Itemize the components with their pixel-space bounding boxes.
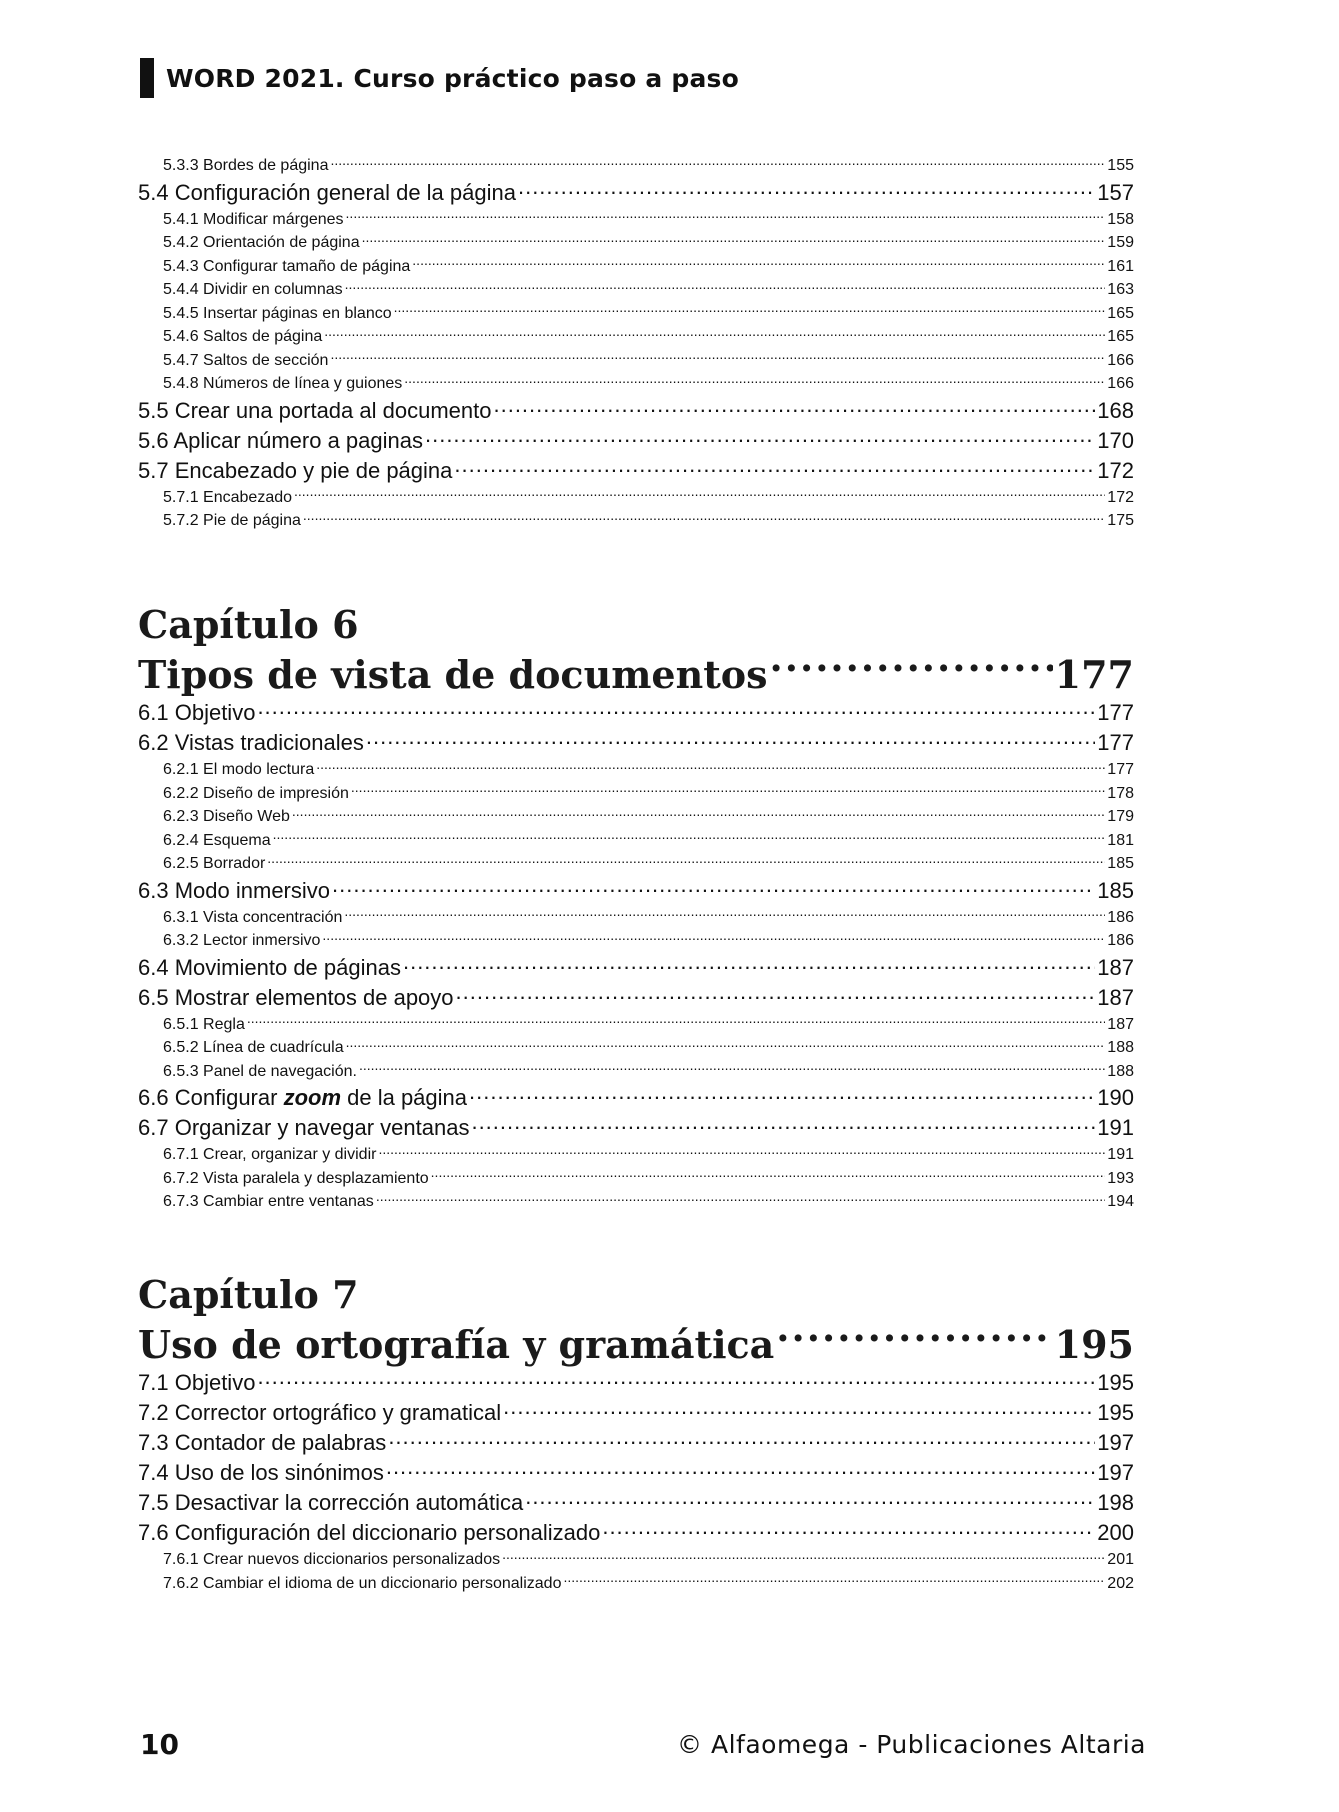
toc-entry-number: 5.5 (138, 397, 169, 423)
toc-entry[interactable] (138, 372, 1134, 396)
toc-entry-page: 158 (1107, 210, 1134, 228)
toc-entry-page: 177 (1097, 730, 1134, 755)
toc-entry-text: Orientación de página (203, 234, 360, 251)
leader-dots (388, 1428, 1095, 1450)
leader-dots (257, 1368, 1095, 1390)
toc-entry[interactable] (138, 486, 1134, 510)
toc-entry-page: 165 (1107, 304, 1134, 322)
toc-entry-text: Configurar (174, 1085, 278, 1110)
toc-entry-page: 165 (1107, 328, 1134, 345)
toc-entry[interactable] (138, 1113, 1134, 1143)
leader-dots (346, 1036, 1106, 1052)
toc-entry-text: Diseño de impresión (203, 784, 349, 802)
toc-entry[interactable] (138, 929, 1134, 953)
toc-entry-text: Panel de navegación. (203, 1062, 357, 1080)
toc-entry-text: Números de línea y guiones (203, 375, 403, 392)
toc-entry[interactable] (138, 728, 1134, 758)
toc-entry[interactable] (138, 1190, 1134, 1214)
toc-entry-number: 6.2.5 (163, 855, 199, 872)
toc-entry[interactable] (138, 1143, 1134, 1167)
toc-entry-text: Borrador (203, 855, 266, 872)
chapter7-title: Uso de ortografía y gramática (138, 1322, 775, 1367)
leader-dots (362, 231, 1106, 247)
toc-entry[interactable] (138, 154, 1134, 178)
toc-entry-page: 161 (1107, 257, 1134, 275)
toc-entry-number: 6.2.3 (163, 808, 199, 825)
toc-entry-page: 179 (1107, 808, 1134, 825)
leader-dots (776, 1320, 1052, 1358)
toc-entry[interactable] (138, 1458, 1134, 1488)
toc-entry-title (138, 1428, 388, 1458)
chapter7-page: 195 (1054, 1322, 1134, 1367)
toc-entry-number: 7.2 (138, 1400, 169, 1425)
toc-entry-title (163, 1143, 378, 1167)
toc-entry-title (138, 876, 332, 906)
toc-entry-number: 6.1 (138, 700, 169, 725)
leader-dots (257, 698, 1095, 720)
leader-dots (456, 983, 1096, 1005)
toc-entry-text: Diseño Web (203, 808, 290, 825)
leader-dots (503, 1398, 1095, 1420)
toc-entry-page: 177 (1097, 700, 1134, 725)
leader-dots (344, 906, 1105, 922)
toc-entry-number: 6.2.1 (163, 761, 199, 778)
toc-entry-title (138, 456, 454, 486)
toc-entry-page: 187 (1097, 984, 1134, 1010)
toc-entry-text: Modificar márgenes (203, 210, 344, 228)
toc-entry-title (163, 1167, 431, 1191)
toc-entry-title (163, 929, 322, 953)
toc-entry-text: Corrector ortográfico y gramatical (174, 1400, 502, 1425)
toc-entry[interactable] (138, 829, 1134, 853)
leader-dots (412, 255, 1105, 271)
toc-entry-text: Objetivo (174, 700, 256, 725)
toc-entry[interactable] (138, 698, 1134, 728)
header-bar-mark (140, 58, 154, 98)
toc-entry-text: Vista paralela y desplazamiento (203, 1169, 429, 1187)
toc-entry[interactable] (138, 396, 1134, 426)
toc-entry-page: 197 (1097, 1430, 1134, 1455)
toc-entry-number: 5.6 (138, 427, 169, 453)
page-number: 10 (140, 1728, 179, 1761)
leader-dots (602, 1518, 1095, 1540)
toc-entry-title (163, 782, 351, 806)
toc-entry-number: 7.5 (138, 1490, 169, 1515)
toc-entry-text: Vistas tradicionales (174, 730, 364, 755)
toc-entry-page: 172 (1107, 488, 1134, 506)
toc-entry-number: 6.7.1 (163, 1146, 199, 1163)
running-header (140, 58, 739, 98)
toc-entry-title (163, 852, 267, 876)
toc-entry-title (163, 255, 412, 279)
toc-entry-title (138, 1518, 602, 1548)
toc-entry-text: El modo lectura (203, 761, 315, 778)
toc-entry-number: 6.3 (138, 877, 169, 903)
toc-entry-page: 191 (1107, 1146, 1134, 1163)
toc-section-chapter5 (138, 154, 1134, 533)
leader-dots (431, 1167, 1106, 1183)
toc-entry-page: 168 (1097, 397, 1134, 423)
toc-entry-page: 195 (1097, 1400, 1134, 1425)
leader-dots (294, 486, 1105, 502)
toc-entry-number: 6.5.1 (163, 1015, 199, 1033)
toc-entry-text: Objetivo (174, 1370, 256, 1395)
toc-entry-text: Encabezado y pie de página (174, 457, 453, 483)
toc-entry[interactable] (138, 208, 1134, 232)
toc-entry[interactable] (138, 983, 1134, 1013)
toc-entry-number: 5.7.1 (163, 488, 199, 506)
toc-entry[interactable] (138, 302, 1134, 326)
leader-dots (563, 1572, 1105, 1588)
toc-entry-page: 170 (1097, 427, 1134, 453)
toc-entry-number: 5.7.2 (163, 512, 199, 529)
leader-dots (332, 876, 1095, 898)
toc-entry[interactable] (138, 953, 1134, 983)
toc-entry-page: 166 (1107, 351, 1134, 369)
toc-entry-title (163, 486, 294, 510)
toc-entry-text: Configuración general de la página (174, 179, 516, 205)
toc-entry[interactable] (138, 178, 1134, 208)
toc-entry[interactable] (138, 876, 1134, 906)
leader-dots (378, 1143, 1105, 1159)
toc-entry-text: Insertar páginas en blanco (203, 304, 392, 322)
toc-entry-page: 157 (1097, 179, 1134, 205)
toc-entry[interactable] (138, 1060, 1134, 1084)
toc-entry-text: Esquema (203, 831, 271, 849)
toc-entry-number: 7.1 (138, 1370, 169, 1395)
leader-dots (366, 728, 1095, 750)
leader-dots (403, 953, 1095, 975)
toc-entry[interactable] (138, 1013, 1134, 1037)
toc-entry-page: 185 (1107, 855, 1134, 872)
toc-entry-text: Contador de palabras (174, 1430, 387, 1455)
toc-entry-title (163, 278, 345, 302)
leader-dots (346, 208, 1106, 224)
chapter7-heading-block (138, 1270, 1134, 1368)
toc-entry-number: 5.4.7 (163, 351, 199, 369)
toc-entry-number: 6.5 (138, 984, 169, 1010)
toc-entry-page: 194 (1107, 1193, 1134, 1210)
toc-entry[interactable] (138, 456, 1134, 486)
toc-entry-title (138, 1398, 503, 1428)
toc-entry-page: 178 (1107, 784, 1134, 802)
toc-entry-number: 6.7.2 (163, 1169, 199, 1187)
toc-entry-text: Crear nuevos diccionarios personalizados (203, 1551, 501, 1568)
toc-entry[interactable] (138, 1083, 1134, 1113)
toc-entry[interactable] (138, 1368, 1134, 1398)
toc-entry-title (163, 829, 273, 853)
leader-dots (351, 782, 1105, 798)
toc-entry[interactable] (138, 1398, 1134, 1428)
toc-entry[interactable] (138, 852, 1134, 876)
toc-entry[interactable] (138, 349, 1134, 373)
toc-entry-number: 6.2.2 (163, 784, 199, 802)
toc-entry-page: 200 (1097, 1520, 1134, 1545)
toc-entry-page: 190 (1097, 1085, 1134, 1110)
leader-dots (376, 1190, 1105, 1206)
leader-dots (273, 829, 1106, 845)
toc-entry-title (138, 1368, 257, 1398)
toc-entry-text: Saltos de sección (203, 351, 329, 369)
leader-dots (247, 1013, 1105, 1029)
toc-entry[interactable] (138, 1167, 1134, 1191)
toc-entry-title (163, 906, 344, 930)
toc-entry-page: 181 (1107, 831, 1134, 849)
toc-entry-text: Organizar y navegar ventanas (174, 1115, 470, 1140)
toc-entry-text: Dividir en columnas (203, 281, 343, 298)
toc-entry-number: 6.7.3 (163, 1193, 199, 1210)
chapter6-title-row[interactable] (138, 650, 1134, 698)
chapter7-label: Capítulo 7 (138, 1272, 359, 1317)
toc-entry-page: 187 (1107, 1015, 1134, 1033)
toc-entry-number: 5.4 (138, 179, 169, 205)
toc-entry-number: 6.7 (138, 1115, 169, 1140)
toc-entry-title (163, 349, 330, 373)
toc-entry-title (138, 1488, 525, 1518)
toc-entry-title (163, 208, 346, 232)
toc-entry-text: Lector inmersivo (203, 932, 321, 949)
toc-entry-page: 166 (1107, 375, 1134, 392)
toc-entry-number: 5.4.1 (163, 210, 199, 228)
toc-entry-title (138, 1458, 386, 1488)
toc-entry[interactable] (138, 1428, 1134, 1458)
toc-entry-text: Modo inmersivo (174, 877, 330, 903)
toc-entry-text: Cambiar el idioma de un diccionario personalizado (203, 1574, 562, 1592)
toc-entry-title (163, 1036, 346, 1060)
publisher-credit: © Alfaomega - Publicaciones Altaria (677, 1730, 1146, 1759)
toc-entry-page: 175 (1107, 512, 1134, 529)
toc-entry[interactable] (138, 1488, 1134, 1518)
toc-entry-page: 155 (1107, 157, 1134, 174)
toc-entry-text: Crear una portada al documento (174, 397, 492, 423)
leader-dots (303, 509, 1105, 525)
toc-entry-emphasis: zoom (283, 1085, 342, 1110)
toc-entry-page: 188 (1107, 1039, 1134, 1056)
toc-entry-text: Desactivar la corrección automática (174, 1490, 524, 1515)
toc-entry-title (163, 758, 316, 782)
chapter6-title: Tipos de vista de documentos (138, 652, 768, 697)
toc-entry[interactable] (138, 509, 1134, 533)
toc-entry-page: 177 (1107, 761, 1134, 778)
toc-entry-text: Vista concentración (203, 908, 343, 926)
toc-entry-number: 6.2.4 (163, 831, 199, 849)
toc-entry-number: 5.4.4 (163, 281, 199, 298)
toc-entry-title (163, 1013, 247, 1037)
leader-dots (386, 1458, 1095, 1480)
toc-entry-text: Uso de los sinónimos (174, 1460, 384, 1485)
toc-entry-title (163, 325, 324, 349)
toc-entry[interactable] (138, 782, 1134, 806)
toc-entry-text: Pie de página (203, 512, 301, 529)
leader-dots (454, 456, 1095, 478)
toc-entry-text: Línea de cuadrícula (203, 1039, 344, 1056)
chapter6-heading-block (138, 600, 1134, 698)
toc-entry-page: 195 (1097, 1370, 1134, 1395)
toc-entry[interactable] (138, 255, 1134, 279)
leader-dots (518, 178, 1095, 200)
toc-entry-title (163, 1190, 376, 1214)
toc-entry-number: 5.4.8 (163, 375, 199, 392)
toc-section-chapter6 (138, 698, 1134, 1214)
toc-entry[interactable] (138, 758, 1134, 782)
toc-entry-title (138, 426, 425, 456)
leader-dots (770, 650, 1053, 688)
toc-entry-number: 7.4 (138, 1460, 169, 1485)
toc-entry-title (138, 178, 518, 208)
toc-entry-title (163, 154, 330, 178)
toc-entry-number: 6.6 (138, 1085, 169, 1110)
toc-entry-number: 5.4.6 (163, 328, 199, 345)
leader-dots (316, 758, 1105, 774)
toc-entry-page: 197 (1097, 1460, 1134, 1485)
chapter7-title-row[interactable] (138, 1320, 1134, 1368)
toc-entry-title (163, 372, 404, 396)
toc-entry-title (163, 1548, 502, 1572)
toc-entry-title (163, 231, 362, 255)
leader-dots (359, 1060, 1105, 1076)
toc-entry-number: 5.3.3 (163, 157, 199, 174)
toc-entry[interactable] (138, 426, 1134, 456)
toc-entry-text-after: de la página (341, 1085, 468, 1110)
leader-dots (502, 1548, 1105, 1564)
toc-entry[interactable] (138, 805, 1134, 829)
toc-entry-number: 5.4.2 (163, 234, 199, 251)
toc-entry-page: 193 (1107, 1169, 1134, 1187)
toc-entry-text: Encabezado (203, 488, 293, 506)
toc-entry-number: 7.6.2 (163, 1574, 199, 1592)
toc-entry[interactable] (138, 1518, 1134, 1548)
toc-entry-number: 7.6.1 (163, 1551, 199, 1568)
toc-entry[interactable] (138, 906, 1134, 930)
toc-entry-number: 7.3 (138, 1430, 169, 1455)
toc-entry-page: 185 (1097, 877, 1134, 903)
toc-entry-title (138, 728, 366, 758)
leader-dots (330, 349, 1105, 365)
leader-dots (469, 1083, 1095, 1105)
toc-entry-page: 186 (1107, 908, 1134, 926)
toc-entry-text: Cambiar entre ventanas (203, 1193, 374, 1210)
leader-dots (292, 805, 1105, 821)
toc-entry-title (138, 698, 257, 728)
toc-entry-number: 5.4.5 (163, 304, 199, 322)
toc-entry-page: 201 (1107, 1551, 1134, 1568)
toc-entry-page: 172 (1097, 457, 1134, 483)
toc-entry[interactable] (138, 278, 1134, 302)
toc-entry[interactable] (138, 1036, 1134, 1060)
leader-dots (471, 1113, 1095, 1135)
toc-entry-page: 186 (1107, 932, 1134, 949)
toc-entry-title (163, 1060, 359, 1084)
toc-entry-title (163, 805, 292, 829)
toc-entry-page: 187 (1097, 954, 1134, 980)
leader-dots (525, 1488, 1095, 1510)
toc-entry-title (138, 1083, 469, 1113)
book-title: WORD 2021. Curso práctico paso a paso (166, 63, 740, 93)
toc-entry[interactable] (138, 231, 1134, 255)
toc-entry-page: 202 (1107, 1574, 1134, 1592)
leader-dots (322, 929, 1105, 945)
toc-entry-page: 163 (1107, 281, 1134, 298)
toc-entry-number: 6.5.2 (163, 1039, 199, 1056)
toc-entry-text: Saltos de página (203, 328, 323, 345)
toc-entry-page: 159 (1107, 234, 1134, 251)
leader-dots (345, 278, 1106, 294)
leader-dots (324, 325, 1105, 341)
toc-entry-number: 6.3.2 (163, 932, 199, 949)
toc-entry-title (163, 302, 394, 326)
leader-dots (267, 852, 1105, 868)
leader-dots (493, 396, 1095, 418)
toc-entry-page: 188 (1107, 1062, 1134, 1080)
toc-entry-text: Aplicar número a paginas (173, 427, 423, 453)
toc-entry-text: Configurar tamaño de página (203, 257, 411, 275)
leader-dots (330, 154, 1105, 170)
toc-entry-number: 6.3.1 (163, 908, 199, 926)
toc-section-chapter7 (138, 1368, 1134, 1595)
toc-entry[interactable] (138, 325, 1134, 349)
toc-entry-number: 6.2 (138, 730, 169, 755)
toc-entry-title (138, 396, 493, 426)
toc-entry-page: 198 (1097, 1490, 1134, 1515)
toc-entry[interactable] (138, 1548, 1134, 1572)
leader-dots (425, 426, 1095, 448)
leader-dots (394, 302, 1106, 318)
toc-entry[interactable] (138, 1572, 1134, 1596)
toc-entry-number: 5.7 (138, 457, 169, 483)
toc-entry-text: Movimiento de páginas (174, 954, 401, 980)
chapter6-label: Capítulo 6 (138, 602, 359, 647)
toc-entry-number: 7.6 (138, 1520, 169, 1545)
toc-entry-title (138, 1113, 471, 1143)
toc-entry-title (138, 953, 403, 983)
toc-entry-text: Crear, organizar y dividir (203, 1146, 377, 1163)
toc-entry-title (163, 1572, 563, 1596)
toc-entry-page: 191 (1097, 1115, 1134, 1140)
toc-entry-title (163, 509, 303, 533)
toc-entry-text: Mostrar elementos de apoyo (174, 984, 454, 1010)
toc-entry-text: Regla (203, 1015, 245, 1033)
toc-entry-title (138, 983, 456, 1013)
toc-entry-number: 6.4 (138, 954, 169, 980)
toc-entry-number: 5.4.3 (163, 257, 199, 275)
leader-dots (404, 372, 1105, 388)
chapter6-page: 177 (1054, 652, 1134, 697)
toc-entry-text: Bordes de página (203, 157, 329, 174)
toc-entry-number: 6.5.3 (163, 1062, 199, 1080)
toc-entry-text: Configuración del diccionario personalizado (174, 1520, 601, 1545)
